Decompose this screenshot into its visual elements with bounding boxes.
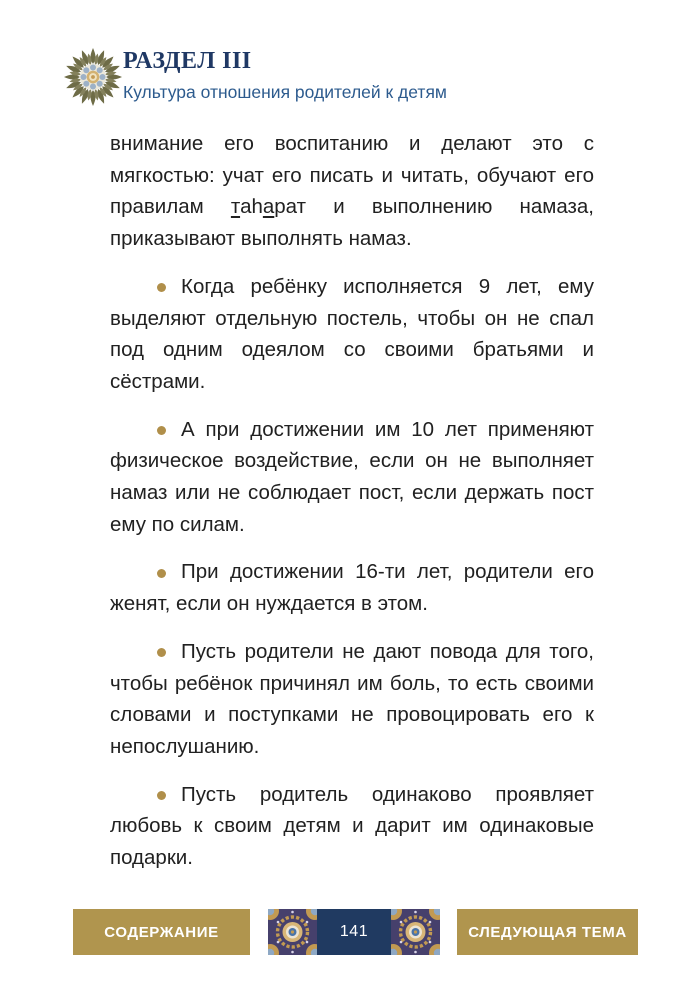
- paragraph-text: Пусть родитель одинаково проявляет любовь к своим детям и дарит им одинаковые подарки.: [110, 782, 594, 870]
- paragraph: [110, 128, 594, 255]
- footer-navigation: [0, 909, 700, 956]
- mosaic-tile-left-icon: [268, 909, 317, 955]
- underlined-term: т: [230, 195, 241, 219]
- underlined-term: а: [262, 195, 275, 219]
- paragraph-text: При достижении 16-ти лет, родители его женят, если он нуждается в этом.: [110, 560, 594, 616]
- bullet-icon: [157, 569, 166, 578]
- page-number: 141: [339, 923, 369, 940]
- page-indicator: [268, 909, 440, 955]
- section-title-block: [123, 46, 447, 105]
- paragraph: [110, 779, 594, 874]
- paragraph: [110, 556, 594, 619]
- bullet-icon: [157, 426, 166, 435]
- mosaic-tile-right-icon: [391, 909, 440, 955]
- paragraph-text: рат и выполнению намаза, приказывают выполнять намаз.: [110, 195, 594, 251]
- bullet-icon: [157, 283, 166, 292]
- paragraph-text: А при достижении им 10 лет применяют физическое воздействие, если он не выполняет намаз или не соблюдает пост, если держать пост ему по силам.: [110, 417, 594, 536]
- paragraph: [110, 271, 594, 398]
- section-header: [0, 0, 700, 120]
- mandala-ornament-icon: [63, 47, 123, 107]
- paragraph: [110, 414, 594, 541]
- page-number-badge: [317, 909, 391, 955]
- paragraph-text: Пусть родители не дают повода для того, чтобы ребёнок причинял им боль, то есть своими словами и поступками не провоцировать его к непослушанию.: [110, 639, 594, 758]
- body-text: [110, 128, 594, 890]
- contents-button[interactable]: СОДЕРЖАНИЕ: [73, 909, 250, 955]
- paragraph: [110, 636, 594, 763]
- bullet-icon: [157, 791, 166, 800]
- bullet-icon: [157, 648, 166, 657]
- section-title: РАЗДЕЛ III: [123, 48, 252, 74]
- paragraph-text: внимание его воспитанию и делают это с мягкостью: учат его писать и читать, обучают его правилам: [110, 132, 594, 219]
- next-topic-button[interactable]: СЛЕДУЮЩАЯ ТЕМА: [457, 909, 638, 955]
- section-subtitle: Культура отношения родителей к детям: [123, 82, 447, 102]
- paragraph-text: аһ: [240, 195, 263, 219]
- paragraph-text: Когда ребёнку исполняется 9 лет, ему выделяют отдельную постель, чтобы он не спал под одним одеялом со своими братьями и сёстрами.: [110, 274, 594, 393]
